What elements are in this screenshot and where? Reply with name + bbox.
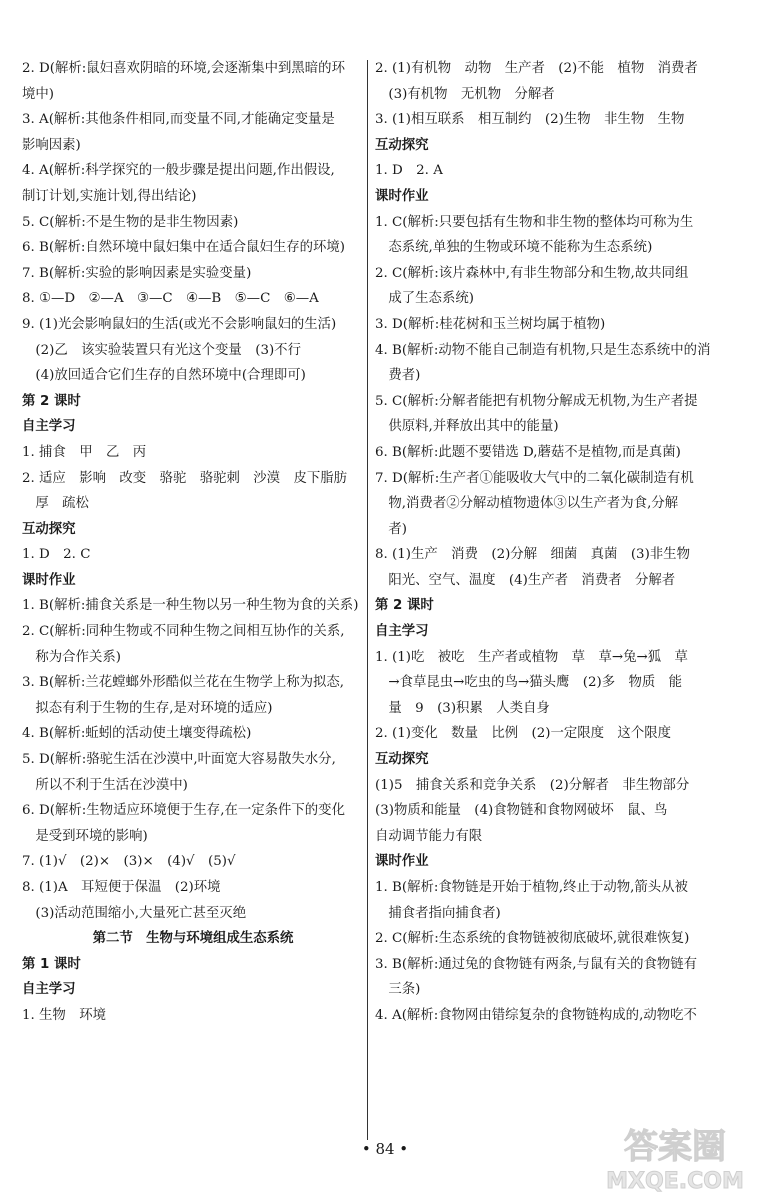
section-heading: 自主学习: [375, 624, 429, 640]
section-heading: 课时作业: [375, 188, 429, 204]
answer-line: 态系统,单独的生物或环境不能称为生态系统): [375, 240, 653, 256]
answer-line: 2. (1)有机物 动物 生产者 (2)不能 植物 消费者: [375, 61, 698, 76]
answer-line: 费者): [375, 368, 421, 384]
answer-line: 阳光、空气、温度 (4)生产者 消费者 分解者: [375, 572, 676, 588]
left-column: [22, 56, 364, 1029]
answer-line: 1. D 2. A: [375, 163, 443, 179]
answer-line: 6. D(解析:生物适应环境便于生存,在一定条件下的变化: [22, 803, 345, 819]
watermark-logo: [590, 1118, 760, 1196]
answer-line: 1. (1)吃 被吃 生产者或植物 草 草→兔→狐 草: [375, 649, 688, 665]
answer-line: (3)物质和能量 (4)食物链和食物网破坏 鼠、鸟: [375, 803, 668, 819]
answer-line: 影响因素): [22, 137, 81, 153]
watermark-text-url: MXQE.COM: [606, 1169, 744, 1194]
chapter-title: 第二节 生物与环境组成生态系统: [92, 930, 294, 947]
page-number: • 84 •: [361, 1140, 409, 1158]
answer-line: 是受到环境的影响): [22, 828, 148, 844]
answer-line: 量 9 (3)积累 人类自身: [375, 700, 550, 716]
column-divider: [367, 60, 368, 1140]
answer-line: 3. (1)相互联系 相互制约 (2)生物 非生物 生物: [375, 112, 685, 128]
answer-line: 1. C(解析:只要包括有生物和非生物的整体均可称为生: [375, 214, 694, 230]
answer-line: 2. C(解析:生态系统的食物链被彻底破坏,就很难恢复): [375, 931, 690, 947]
answer-line: 7. (1)√ (2)× (3)× (4)√ (5)√: [22, 854, 236, 870]
answer-line: 捕食者指向捕食者): [375, 905, 501, 921]
answer-line: (1)5 捕食关系和竞争关系 (2)分解者 非生物部分: [375, 777, 690, 793]
answer-line: 1. 生物 环境: [22, 1007, 106, 1023]
answer-line: 拟态有利于生物的生存,是对环境的适应): [22, 700, 273, 716]
answer-line: 称为合作关系): [22, 649, 121, 665]
answer-line: 1. B(解析:捕食关系是一种生物以另一种生物为食的关系): [22, 598, 359, 614]
section-heading: 自主学习: [22, 982, 76, 998]
section-heading: 互动探究: [375, 752, 429, 768]
answer-line: 2. C(解析:同种生物或不同种生物之间相互协作的关系,: [22, 624, 345, 640]
answer-line: 3. B(解析:通过兔的食物链有两条,与鼠有关的食物链有: [375, 956, 698, 972]
answer-line: 1. 捕食 甲 乙 丙: [22, 444, 147, 460]
answer-line: 5. C(解析:不是生物的是非生物因素): [22, 214, 239, 230]
section-heading: 第 1 课时: [22, 956, 81, 972]
answer-line: →食草昆虫→吃虫的鸟→猫头鹰 (2)多 物质 能: [375, 675, 683, 691]
answer-line: 2. D(解析:鼠妇喜欢阴暗的环境,会逐渐集中到黑暗的环: [22, 61, 345, 76]
section-heading: 课时作业: [375, 854, 429, 870]
section-heading: 第 2 课时: [375, 598, 434, 614]
section-heading: 课时作业: [22, 572, 76, 588]
answer-line: 4. B(解析:蚯蚓的活动使土壤变得疏松): [22, 726, 252, 742]
answer-line: 2. C(解析:该片森林中,有非生物部分和生物,故共同组: [375, 265, 689, 281]
answer-line: 制订计划,实施计划,得出结论): [22, 188, 197, 204]
answer-line: 成了生态系统): [375, 291, 474, 307]
answer-line: 三条): [375, 982, 421, 998]
answer-line: (2)乙 该实验装置只有光这个变量 (3)不行: [22, 342, 301, 358]
answer-line: 2. (1)变化 数量 比例 (2)一定限度 这个限度: [375, 726, 671, 742]
answer-line: 4. A(解析:科学探究的一般步骤是提出问题,作出假设,: [22, 163, 335, 179]
answer-line: 6. B(解析:此题不要错选 D,蘑菇不是植物,而是真菌): [375, 444, 681, 460]
answer-line: 1. D 2. C: [22, 547, 91, 563]
answer-line: 3. A(解析:其他条件相同,而变量不同,才能确定变量是: [22, 112, 335, 128]
answer-line: 所以不利于生活在沙漠中): [22, 777, 188, 793]
answer-line: 6. B(解析:自然环境中鼠妇集中在适合鼠妇生存的环境): [22, 240, 346, 256]
answer-line: (4)放回适合它们生存的自然环境中(合理即可): [22, 368, 306, 384]
answer-line: 者): [375, 521, 408, 537]
answer-line: 8. (1)生产 消费 (2)分解 细菌 真菌 (3)非生物: [375, 547, 690, 563]
answer-line: 物,消费者②分解动植物遗体③以生产者为食,分解: [375, 496, 679, 512]
answer-line: 5. C(解析:分解者能把有机物分解成无机物,为生产者提: [375, 393, 698, 409]
answer-line: (3)活动范围缩小,大量死亡甚至灭绝: [22, 905, 247, 921]
answer-line: 自动调节能力有限: [375, 828, 483, 844]
answer-line: 3. B(解析:兰花螳螂外形酷似兰花在生物学上称为拟态,: [22, 675, 345, 691]
section-heading: 第 2 课时: [22, 393, 81, 409]
answer-line: 3. D(解析:桂花树和玉兰树均属于植物): [375, 316, 606, 332]
right-column: [375, 56, 720, 1029]
answer-line: 厚 疏松: [22, 496, 89, 512]
section-heading: 互动探究: [22, 521, 76, 537]
answer-line: 5. D(解析:骆驼生活在沙漠中,叶面宽大容易散失水分,: [22, 752, 336, 768]
answer-line: (3)有机物 无机物 分解者: [375, 86, 555, 102]
watermark-text-cn: 答案圈: [624, 1127, 726, 1167]
answer-line: 1. B(解析:食物链是开始于植物,终止于动物,箭头从被: [375, 880, 688, 895]
answer-line: 7. D(解析:生产者①能吸收大气中的二氧化碳制造有机: [375, 470, 694, 486]
section-heading: 自主学习: [22, 419, 76, 435]
answer-line: 7. B(解析:实验的影响因素是实验变量): [22, 265, 252, 281]
answer-line: 4. A(解析:食物网由错综复杂的食物链构成的,动物吃不: [375, 1007, 697, 1023]
section-heading: 互动探究: [375, 137, 429, 153]
answer-line: 9. (1)光会影响鼠妇的生活(或光不会影响鼠妇的生活): [22, 316, 337, 332]
answer-line: 境中): [22, 86, 55, 102]
answer-line: 2. 适应 影响 改变 骆驼 骆驼刺 沙漠 皮下脂肪: [22, 470, 348, 486]
answer-line: 8. ①—D ②—A ③—C ④—B ⑤—C ⑥—A: [22, 291, 319, 307]
answer-line: 供原料,并释放出其中的能量): [375, 419, 559, 435]
answer-line: 4. B(解析:动物不能自己制造有机物,只是生态系统中的消: [375, 342, 711, 358]
answer-line: 8. (1)A 耳短便于保温 (2)环境: [22, 880, 221, 895]
